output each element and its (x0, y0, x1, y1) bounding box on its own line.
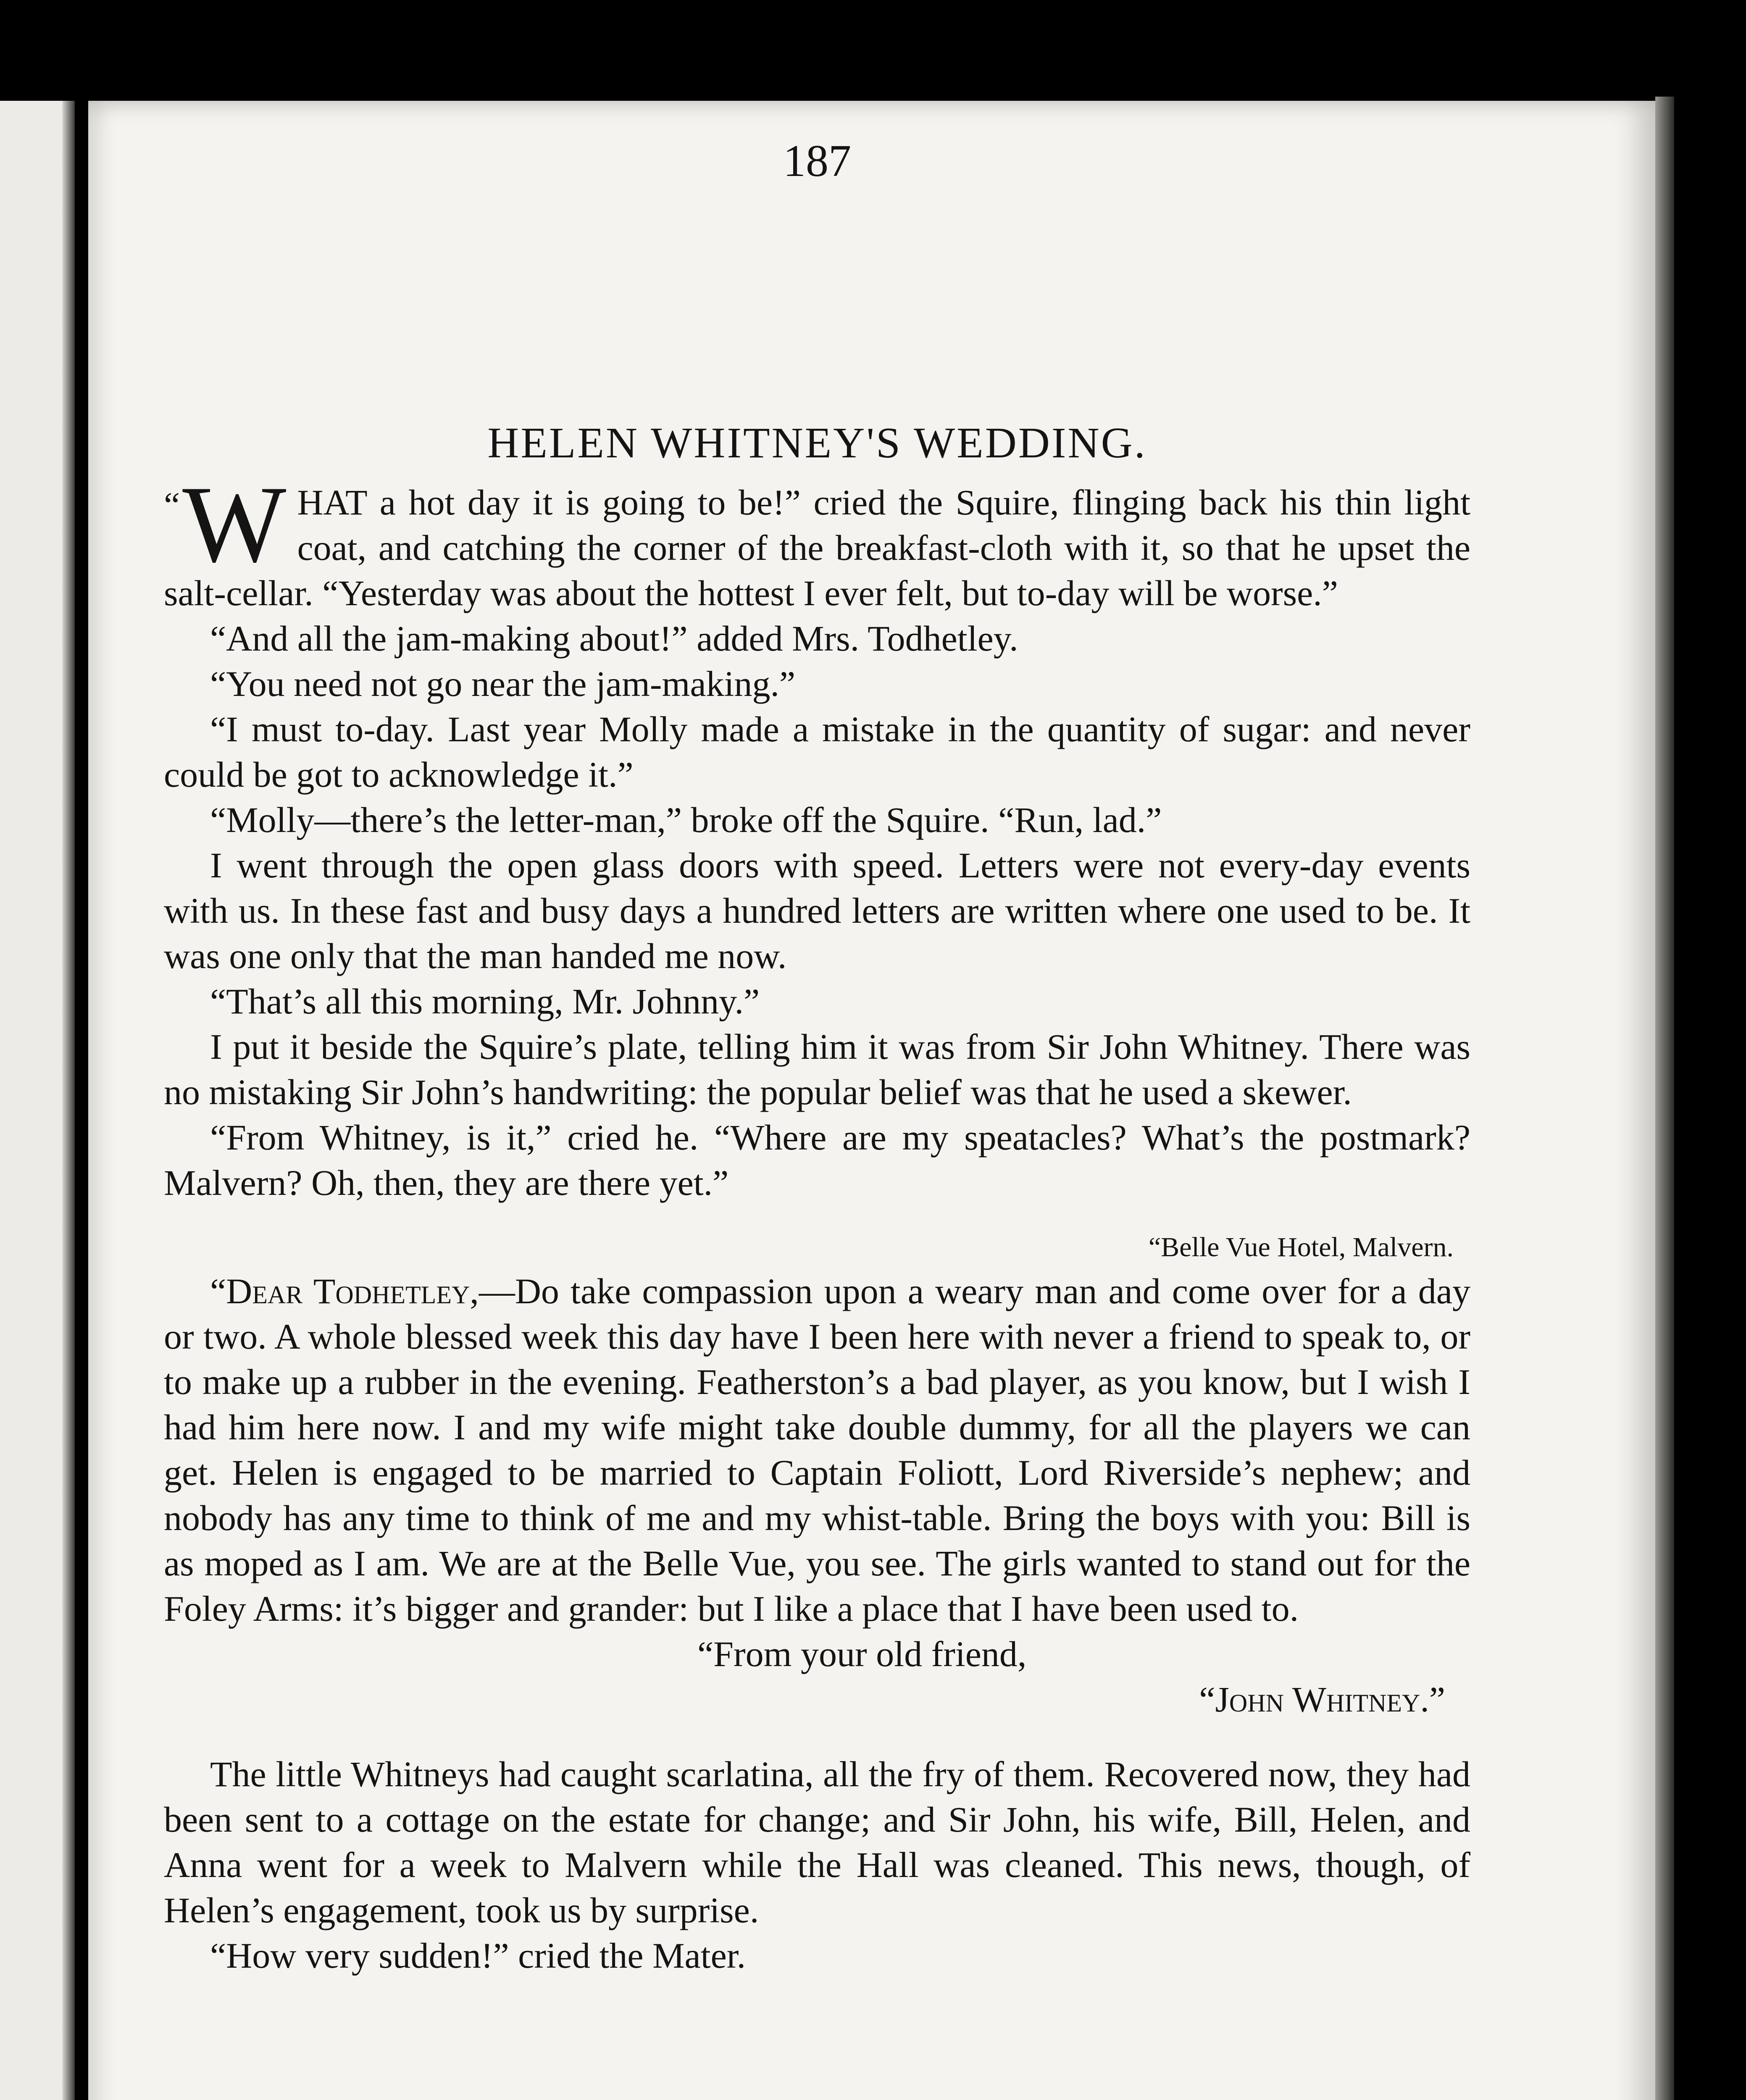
paragraph: “I must to-day. Last year Molly made a mistake in the quantity of sugar: and never could be got to acknowledge it.” (164, 709, 1470, 795)
paragraph: “How very sudden!” cried the Mater. (210, 1935, 746, 1976)
paragraph: “That’s all this morning, Mr. Johnny.” (210, 981, 760, 1022)
letter-text: —Do take compassion upon a weary man and come over for a day or two. A whole blessed week this day have I been here with never a friend to speak to, or to make up a rubber in the evening. Featherston’s a bad player, as you know, but I wish I had him here now. I and my wife might take double dummy, for all the players we can get. Helen is engaged to be married to Captain Foliott, Lord Riverside’s nephew; and nobody has any time to think of me and my whist-table. Bring the boys with you: Bill is as moped as I am. We are at the Belle Vue, you see. The girls wanted to stand out for the Foley Arms: it’s bigger and grander: but I like a place that I have been used to. (164, 1271, 1470, 1629)
drop-cap-quote: “ (164, 485, 180, 525)
paragraph: “Molly—there’s the letter-man,” broke off the Squire. “Run, lad.” (210, 800, 1162, 840)
facing-page-edge (0, 101, 71, 2100)
letter-closing: “From your old friend, (697, 1634, 1027, 1675)
paragraph: “From Whitney, is it,” cried he. “Where are my speatacles? What’s the postmark? Malvern? Oh, then, they are there yet.” (164, 1117, 1470, 1203)
paragraph: “And all the jam-making about!” added Mrs. Todhetley. (210, 618, 1018, 659)
paragraph: I put it beside the Squire’s plate, telling him it was from Sir John Whitney. There was no mistaking Sir John’s handwriting: the popular belief was that he used a skewer. (164, 1026, 1470, 1113)
paragraph: I went through the open glass doors with speed. Letters were not every-day events with us. In these fast and busy days a hundred letters are written where one used to be. It was one only that the man handed me now. (164, 845, 1470, 976)
drop-cap (164, 463, 287, 585)
letter-dateline: “Belle Vue Hotel, Malvern. (1148, 1232, 1454, 1263)
opening-paragraph (164, 463, 1470, 616)
letter-salutation: “Dear Todhetley, (210, 1271, 479, 1312)
letter-signature: “John Whitney.” (1199, 1679, 1445, 1720)
opening-text: HAT a hot day it is going to be!” cried the Squire, flinging back his thin light coat, and catching the corner of the breakfast-cloth with it, so that he upset the salt-cellar. “Yesterday was about the hottest I ever felt, but to-day will be worse.” (164, 482, 1470, 614)
chapter-title: HELEN WHITNEY'S WEDDING. (487, 419, 1147, 467)
paragraph: “You need not go near the jam-making.” (210, 664, 796, 704)
letter-body (164, 1268, 1470, 1631)
drop-cap-letter: W (182, 463, 287, 585)
section-gap (164, 1722, 1470, 1751)
page-content (164, 136, 1470, 1978)
page-edge-shadow (1655, 97, 1674, 2100)
paragraph: The little Whitneys had caught scarlatina, all the fry of them. Recovered now, they had been sent to a cottage on the estate for change; and Sir John, his wife, Bill, Helen, and Anna went for a week to Malvern while the Hall was cleaned. This news, though, of Helen’s engagement, took us by surprise. (164, 1754, 1470, 1931)
page-number: 187 (783, 136, 851, 186)
